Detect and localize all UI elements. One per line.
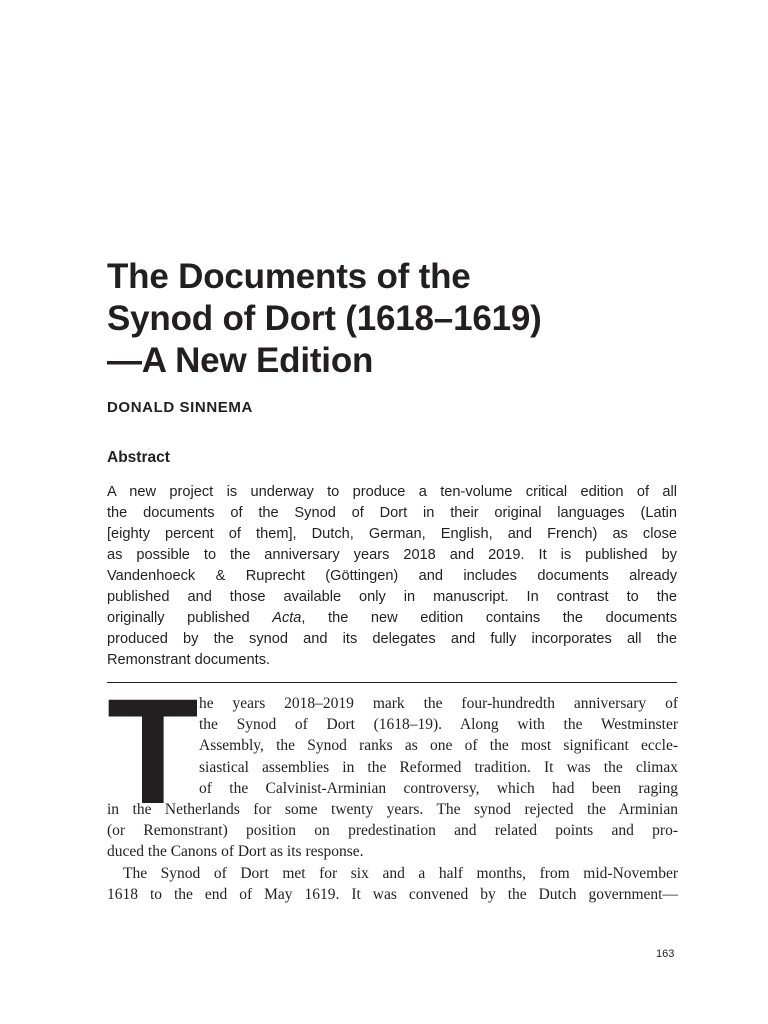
abstract-line (107, 608, 677, 629)
body-line: the Synod of Dort (1618–19). Along with the Westminster (199, 716, 678, 734)
body-line: he years 2018–2019 mark the four-hundredth anniversary of (199, 695, 678, 712)
abstract-line: produced by the synod and its delegates and fully incorporates all the (107, 631, 677, 647)
body-line: Assembly, the Synod ranks as one of the most significant eccle- (199, 737, 678, 755)
abstract-line: [eighty percent of them], Dutch, German, English, and French) as close (107, 526, 677, 542)
article-title (107, 256, 687, 382)
author-name: DONALD SINNEMA (107, 399, 253, 416)
drop-cap: T (107, 667, 199, 835)
abstract-line: published and those available only in manuscript. In contrast to the (107, 589, 677, 605)
title-line: The Documents of the (107, 257, 471, 296)
abstract-line: Vandenhoeck & Ruprecht (Göttingen) and includes documents already (107, 568, 677, 584)
page-number: 163 (656, 948, 675, 960)
abstract-heading: Abstract (107, 449, 170, 466)
abstract-line-text: , the new edition contains the documents (301, 610, 677, 626)
body-line: 1618 to the end of May 1619. It was convened by the Dutch government— (107, 885, 678, 903)
abstract-line: Remonstrant documents. (107, 652, 271, 668)
abstract-line: the documents of the Synod of Dort in their original languages (Latin (107, 505, 677, 521)
body-line: The Synod of Dort met for six and a half months, from mid-November (123, 864, 678, 882)
abstract-line: A new project is underway to produce a ten-volume critical edition of all (107, 484, 677, 500)
body-text (107, 693, 678, 905)
body-line: siastical assemblies in the Reformed tradition. It was the climax (199, 758, 678, 776)
body-line: (or Remonstrant) position on predestination and related points and pro- (107, 822, 678, 840)
body-line: in the Netherlands for some twenty years. The synod rejected the Arminian (107, 801, 678, 819)
abstract-line: as possible to the anniversary years 2018 and 2019. It is published by (107, 547, 677, 563)
abstract-line-text: originally published (107, 610, 273, 626)
title-line: —A New Edition (107, 341, 374, 380)
body-line: of the Calvinist-Arminian controversy, which had been raging (199, 779, 678, 797)
abstract-text (107, 482, 677, 671)
title-line: Synod of Dort (1618–1619) (107, 299, 542, 338)
acta-title: Acta (272, 610, 302, 626)
body-line: duced the Canons of Dort as its response. (107, 843, 364, 861)
